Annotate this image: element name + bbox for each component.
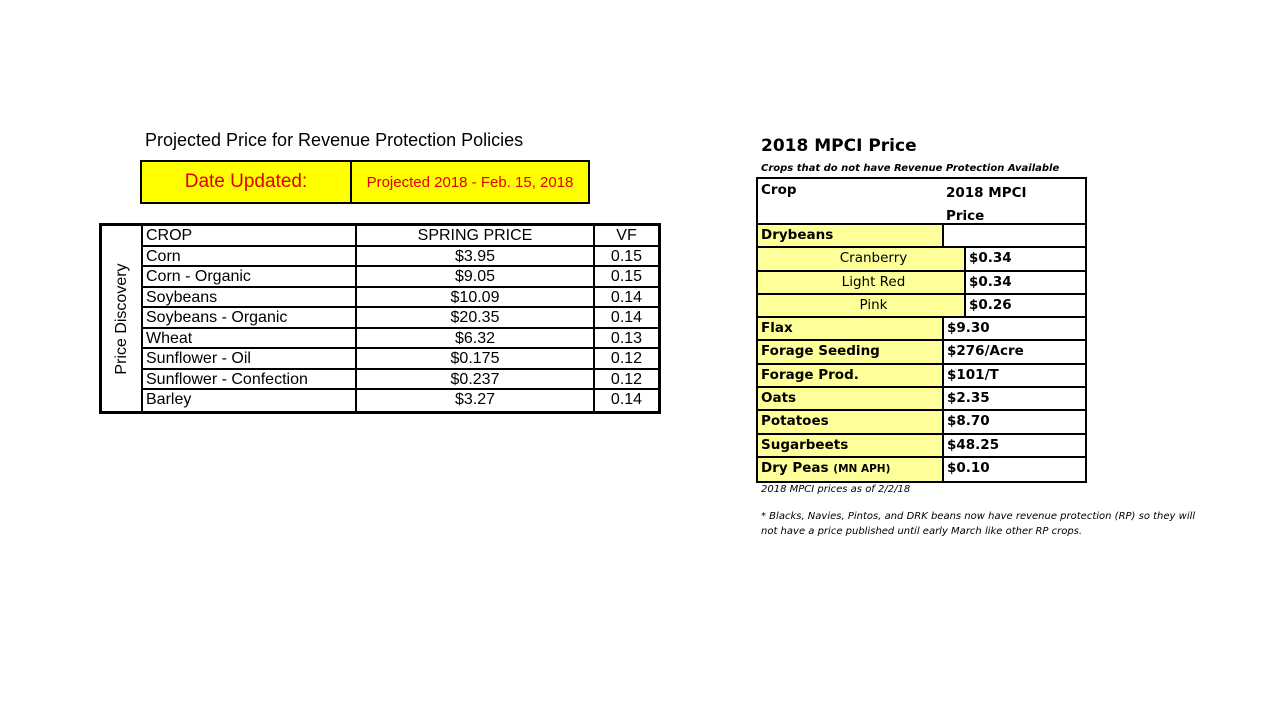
- mpci-price-header-line2: Price: [946, 208, 985, 224]
- table-row: [143, 267, 658, 288]
- mpci-price-header: [942, 179, 1085, 223]
- spring-price-cell: $10.09: [357, 288, 595, 307]
- table-row: [758, 248, 1085, 271]
- crop-cell: Corn: [143, 247, 357, 266]
- price-table-body: [143, 226, 658, 411]
- spring-price-cell: $0.175: [357, 349, 595, 368]
- table-row: [758, 341, 1085, 364]
- vf-cell: 0.14: [610, 309, 643, 326]
- table-row: [758, 318, 1085, 341]
- mpci-title: 2018 MPCI Price: [761, 136, 917, 156]
- table-row: [143, 349, 658, 370]
- table-row: [143, 247, 658, 268]
- vf-cell: 0.15: [610, 247, 643, 265]
- table-row: [143, 288, 658, 309]
- vf-cell: 0.14: [610, 391, 643, 408]
- table-row: [143, 390, 658, 411]
- rp-table-title: Projected Price for Revenue Protection Policies: [145, 130, 524, 150]
- mpci-crop-cell: Potatoes: [758, 411, 944, 432]
- revenue-protection-footnote: * Blacks, Navies, Pintos, and DRK beans now have revenue protection (RP) so they will not have a price published until early March like other RP crops.: [761, 511, 1196, 537]
- mpci-price-cell: $48.25: [947, 436, 1000, 453]
- spring-price-cell: $3.27: [357, 390, 595, 411]
- mpci-date-note: 2018 MPCI prices as of 2/2/18: [761, 484, 911, 495]
- mpci-subtitle: Crops that do not have Revenue Protection Available: [761, 163, 1060, 174]
- mpci-crop-header: Crop: [761, 182, 797, 198]
- mpci-crop-cell: Sugarbeets: [758, 435, 944, 456]
- spring-price-cell: $3.95: [357, 247, 595, 266]
- crop-cell: Barley: [143, 390, 357, 411]
- table-row: [143, 308, 658, 329]
- table-row: [143, 329, 658, 350]
- table-row: [758, 365, 1085, 388]
- mpci-price-cell: $0.26: [969, 296, 1012, 313]
- vf-header: VF: [616, 227, 637, 244]
- crop-cell: Soybeans - Organic: [143, 308, 357, 327]
- crop-cell: Corn - Organic: [143, 267, 357, 286]
- mpci-price-table: [756, 177, 1087, 483]
- mpci-crop-cell: Cranberry: [758, 248, 966, 269]
- price-discovery-table: [99, 223, 661, 414]
- mpci-price-cell: $8.70: [947, 413, 990, 430]
- vf-cell: 0.15: [610, 268, 643, 285]
- vf-cell: 0.12: [610, 350, 643, 367]
- mpci-price-cell: [944, 225, 1085, 246]
- mpci-crop-cell: Flax: [758, 318, 944, 339]
- table-row: [758, 388, 1085, 411]
- mpci-price-cell: $276/Acre: [947, 343, 1024, 360]
- table-row: [758, 225, 1085, 248]
- date-updated-value: Projected 2018 - Feb. 15, 2018: [366, 173, 574, 191]
- price-discovery-side-column: [102, 226, 143, 411]
- vf-cell: 0.13: [610, 329, 643, 347]
- crop-cell: Sunflower - Confection: [143, 370, 357, 389]
- spring-price-cell: $0.237: [357, 370, 595, 389]
- spring-price-cell: $20.35: [357, 308, 595, 327]
- mpci-crop-note: (MN APH): [833, 462, 891, 475]
- table-row: [758, 435, 1085, 458]
- mpci-crop-cell: Pink: [758, 295, 966, 316]
- mpci-crop-cell: Oats: [758, 388, 944, 409]
- table-row: [758, 272, 1085, 295]
- price-discovery-label: Price Discovery: [112, 262, 130, 375]
- spring-price-header: SPRING PRICE: [357, 226, 595, 245]
- mpci-price-cell: $2.35: [947, 390, 990, 407]
- mpci-price-cell: $0.34: [969, 273, 1012, 290]
- mpci-price-cell: $9.30: [947, 320, 990, 337]
- mpci-price-header-line1: 2018 MPCI: [946, 185, 1027, 201]
- mpci-crop-cell: Forage Prod.: [758, 365, 944, 386]
- mpci-crop-cell: [758, 458, 944, 481]
- vf-cell: 0.14: [610, 288, 643, 306]
- crop-cell: Soybeans: [143, 288, 357, 307]
- mpci-price-cell: $0.34: [969, 250, 1012, 267]
- mpci-price-cell: $0.10: [947, 459, 990, 476]
- spring-price-cell: $9.05: [357, 267, 595, 286]
- mpci-crop-cell: Light Red: [758, 272, 966, 293]
- table-row: [758, 411, 1085, 434]
- price-table-header-row: [143, 226, 658, 247]
- mpci-crop-name: Dry Peas: [761, 459, 829, 476]
- crop-cell: Sunflower - Oil: [143, 349, 357, 368]
- table-row: [758, 458, 1085, 481]
- table-row: [143, 370, 658, 391]
- date-updated-box: [140, 160, 590, 204]
- mpci-table-header-row: [758, 179, 1085, 225]
- mpci-crop-cell: Forage Seeding: [758, 341, 944, 362]
- crop-cell: Wheat: [143, 329, 357, 348]
- mpci-crop-cell: Drybeans: [758, 225, 944, 246]
- vf-cell: 0.12: [610, 370, 643, 388]
- mpci-price-cell: $101/T: [947, 366, 999, 383]
- crop-header: CROP: [143, 226, 357, 245]
- spring-price-cell: $6.32: [357, 329, 595, 348]
- table-row: [758, 295, 1085, 318]
- date-updated-label: Date Updated:: [142, 162, 352, 202]
